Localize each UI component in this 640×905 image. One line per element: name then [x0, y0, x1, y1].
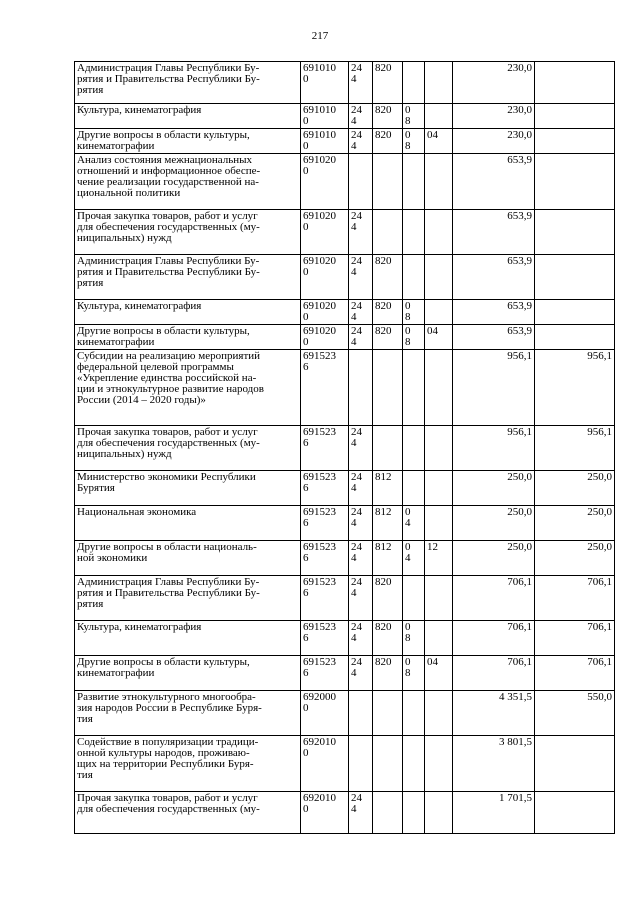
row-sum1-text: 230,0 [507, 62, 532, 74]
row-rz-cell [403, 325, 425, 350]
row-sum2-text: 550,0 [587, 691, 612, 703]
row-name-text: Министерство экономики Республики Бурятия [77, 471, 256, 494]
row-grbs-text: 820 [375, 621, 392, 633]
row-pr-cell [425, 350, 453, 426]
row-name-cell [75, 541, 301, 576]
row-sum1-cell [453, 506, 535, 541]
row-sum1-cell [453, 325, 535, 350]
row-grbs-cell [373, 621, 403, 656]
row-rz-text: 0 4 [405, 506, 411, 529]
row-code-text: 692000 0 [303, 691, 336, 714]
row-name-text: Национальная экономика [77, 506, 197, 518]
row-code-cell [301, 154, 349, 210]
row-rz-cell [403, 154, 425, 210]
row-pr-cell [425, 255, 453, 300]
row-grbs-cell [373, 300, 403, 325]
row-rz-text: 0 8 [405, 621, 411, 644]
row-sum1-text: 1 701,5 [499, 792, 532, 804]
row-code-text: 691523 6 [303, 541, 336, 564]
row-sum1-cell [453, 104, 535, 129]
row-grbs-cell [373, 129, 403, 154]
row-grbs-text: 820 [375, 62, 392, 74]
table-row [75, 255, 615, 300]
table-row [75, 576, 615, 621]
row-sum2-cell [535, 541, 615, 576]
row-name-text: Другие вопросы в области культуры, кинематографии [77, 656, 250, 679]
row-code-text: 691010 0 [303, 62, 336, 85]
row-sum1-cell [453, 129, 535, 154]
table-row [75, 300, 615, 325]
row-name-text: Культура, кинематография [77, 300, 202, 312]
row-rz-cell [403, 506, 425, 541]
table-row [75, 154, 615, 210]
row-code-text: 691523 6 [303, 471, 336, 494]
row-code-text: 691523 6 [303, 576, 336, 599]
table-row [75, 736, 615, 792]
table-row [75, 656, 615, 691]
row-sum1-cell [453, 736, 535, 792]
row-sum2-cell [535, 62, 615, 104]
row-pr-cell [425, 736, 453, 792]
row-code-cell [301, 576, 349, 621]
row-rz-cell [403, 62, 425, 104]
row-code-cell [301, 426, 349, 471]
table-row [75, 325, 615, 350]
row-name-cell [75, 154, 301, 210]
row-code-cell [301, 300, 349, 325]
row-grbs-cell [373, 691, 403, 736]
row-name-cell [75, 255, 301, 300]
row-rz-cell [403, 691, 425, 736]
row-sum1-text: 706,1 [507, 656, 532, 668]
row-vr-text: 24 4 [351, 506, 362, 529]
row-code-cell [301, 506, 349, 541]
row-rz-text: 0 4 [405, 541, 411, 564]
row-pr-text: 04 [427, 325, 438, 337]
row-sum2-cell [535, 656, 615, 691]
row-name-cell [75, 621, 301, 656]
row-rz-text: 0 8 [405, 104, 411, 127]
row-pr-cell [425, 300, 453, 325]
row-pr-cell [425, 154, 453, 210]
row-rz-cell [403, 350, 425, 426]
row-name-text: Прочая закупка товаров, работ и услуг для обеспечения государственных (му- ниципальных) нужд [77, 426, 260, 460]
table-row [75, 792, 615, 834]
row-vr-cell [349, 255, 373, 300]
row-sum1-cell [453, 426, 535, 471]
row-code-text: 691523 6 [303, 350, 336, 373]
row-name-text: Культура, кинематография [77, 104, 202, 116]
row-pr-text: 12 [427, 541, 438, 553]
row-pr-text: 04 [427, 129, 438, 141]
row-grbs-cell [373, 255, 403, 300]
row-name-text: Администрация Главы Республики Бу- рятия и Правительства Республики Бу- рятия [77, 62, 260, 96]
row-sum2-cell [535, 350, 615, 426]
row-vr-cell [349, 506, 373, 541]
row-sum1-cell [453, 576, 535, 621]
row-vr-cell [349, 621, 373, 656]
row-sum1-text: 250,0 [507, 541, 532, 553]
row-name-text: Субсидии на реализацию мероприятий федеральной целевой программы «Укрепление единства российской на- ции и этнокультурное развитие народов России (2014 – 2020 годы)» [77, 350, 264, 406]
table-row [75, 506, 615, 541]
row-pr-cell [425, 541, 453, 576]
row-name-cell [75, 210, 301, 255]
table-row [75, 691, 615, 736]
row-rz-text: 0 8 [405, 656, 411, 679]
row-name-text: Другие вопросы в области националь- ной экономики [77, 541, 257, 564]
row-code-text: 691523 6 [303, 506, 336, 529]
row-code-cell [301, 736, 349, 792]
table-row [75, 350, 615, 426]
row-pr-cell [425, 62, 453, 104]
row-sum1-cell [453, 621, 535, 656]
row-pr-cell [425, 621, 453, 656]
table-row [75, 210, 615, 255]
row-vr-cell [349, 576, 373, 621]
row-name-text: Прочая закупка товаров, работ и услуг для обеспечения государственных (му- ниципальных) нужд [77, 210, 260, 244]
page-number: 217 [311, 30, 329, 42]
row-grbs-text: 820 [375, 129, 392, 141]
row-sum1-cell [453, 350, 535, 426]
row-name-text: Прочая закупка товаров, работ и услуг для обеспечения государственных (му- [77, 792, 260, 815]
row-name-cell [75, 576, 301, 621]
row-grbs-text: 820 [375, 325, 392, 337]
row-sum2-text: 250,0 [587, 506, 612, 518]
row-sum2-cell [535, 736, 615, 792]
table-row [75, 104, 615, 129]
row-grbs-text: 820 [375, 300, 392, 312]
row-sum2-cell [535, 129, 615, 154]
row-pr-cell [425, 656, 453, 691]
row-sum2-cell [535, 255, 615, 300]
row-vr-text: 24 4 [351, 576, 362, 599]
row-code-cell [301, 792, 349, 834]
row-rz-cell [403, 426, 425, 471]
row-vr-cell [349, 792, 373, 834]
row-vr-text: 24 4 [351, 300, 362, 323]
row-vr-text: 24 4 [351, 255, 362, 278]
row-vr-cell [349, 471, 373, 506]
row-code-text: 691523 6 [303, 426, 336, 449]
row-sum1-text: 653,9 [507, 210, 532, 222]
row-sum1-cell [453, 255, 535, 300]
row-sum1-text: 956,1 [507, 426, 532, 438]
row-vr-text: 24 4 [351, 210, 362, 233]
row-vr-text: 24 4 [351, 426, 362, 449]
row-vr-text: 24 4 [351, 471, 362, 494]
row-vr-cell [349, 426, 373, 471]
row-rz-cell [403, 792, 425, 834]
row-pr-cell [425, 506, 453, 541]
row-sum1-cell [453, 691, 535, 736]
row-pr-cell [425, 426, 453, 471]
row-code-cell [301, 621, 349, 656]
row-sum1-text: 250,0 [507, 506, 532, 518]
row-sum1-text: 653,9 [507, 300, 532, 312]
row-code-cell [301, 541, 349, 576]
row-pr-cell [425, 129, 453, 154]
row-code-cell [301, 325, 349, 350]
row-name-cell [75, 325, 301, 350]
row-grbs-cell [373, 576, 403, 621]
row-grbs-cell [373, 656, 403, 691]
row-vr-text: 24 4 [351, 325, 362, 348]
row-name-text: Культура, кинематография [77, 621, 202, 633]
row-pr-cell [425, 471, 453, 506]
row-name-cell [75, 471, 301, 506]
table-row [75, 471, 615, 506]
row-grbs-cell [373, 736, 403, 792]
row-sum1-text: 4 351,5 [499, 691, 532, 703]
row-sum2-text: 956,1 [587, 426, 612, 438]
row-name-cell [75, 691, 301, 736]
row-vr-cell [349, 691, 373, 736]
row-grbs-cell [373, 154, 403, 210]
row-vr-cell [349, 300, 373, 325]
row-name-cell [75, 104, 301, 129]
row-sum2-cell [535, 104, 615, 129]
row-name-text: Другие вопросы в области культуры, кинематографии [77, 325, 250, 348]
row-sum1-text: 3 801,5 [499, 736, 532, 748]
row-rz-cell [403, 541, 425, 576]
row-sum2-cell [535, 426, 615, 471]
row-name-cell [75, 736, 301, 792]
row-sum1-text: 230,0 [507, 104, 532, 116]
row-code-cell [301, 691, 349, 736]
row-vr-cell [349, 154, 373, 210]
row-code-text: 692010 0 [303, 792, 336, 815]
row-vr-text: 24 4 [351, 541, 362, 564]
row-pr-cell [425, 576, 453, 621]
row-code-cell [301, 129, 349, 154]
row-name-text: Содействие в популяризации традици- онной культуры народов, проживаю- щих на территории Республики Буря- тия [77, 736, 259, 781]
row-code-text: 691020 0 [303, 325, 336, 348]
row-sum1-text: 653,9 [507, 255, 532, 267]
row-name-text: Анализ состояния межнациональных отношений и информационное обеспе- чение реализации государственной на- циональной политики [77, 154, 261, 199]
row-sum2-cell [535, 300, 615, 325]
row-sum1-text: 706,1 [507, 576, 532, 588]
row-grbs-cell [373, 471, 403, 506]
table-row [75, 426, 615, 471]
row-sum1-text: 653,9 [507, 325, 532, 337]
row-sum1-text: 956,1 [507, 350, 532, 362]
row-code-cell [301, 62, 349, 104]
row-vr-cell [349, 736, 373, 792]
row-grbs-cell [373, 104, 403, 129]
row-sum2-text: 250,0 [587, 471, 612, 483]
row-pr-cell [425, 210, 453, 255]
row-sum1-cell [453, 154, 535, 210]
row-code-cell [301, 104, 349, 129]
row-sum1-text: 653,9 [507, 154, 532, 166]
row-code-cell [301, 350, 349, 426]
row-vr-cell [349, 210, 373, 255]
row-code-text: 691020 0 [303, 154, 336, 177]
row-vr-cell [349, 62, 373, 104]
row-sum1-cell [453, 656, 535, 691]
row-sum2-cell [535, 210, 615, 255]
table-row [75, 541, 615, 576]
row-grbs-cell [373, 350, 403, 426]
row-vr-cell [349, 104, 373, 129]
row-vr-text: 24 4 [351, 656, 362, 679]
row-name-cell [75, 62, 301, 104]
row-pr-cell [425, 792, 453, 834]
row-pr-cell [425, 325, 453, 350]
row-vr-cell [349, 541, 373, 576]
row-sum2-text: 956,1 [587, 350, 612, 362]
row-sum2-cell [535, 471, 615, 506]
row-pr-text: 04 [427, 656, 438, 668]
row-name-cell [75, 656, 301, 691]
row-rz-cell [403, 576, 425, 621]
row-rz-cell [403, 656, 425, 691]
row-sum2-cell [535, 506, 615, 541]
row-name-text: Развитие этнокультурного многообра- зия народов России в Республике Буря- тия [77, 691, 262, 725]
row-grbs-cell [373, 325, 403, 350]
row-grbs-cell [373, 210, 403, 255]
row-vr-cell [349, 350, 373, 426]
row-vr-cell [349, 325, 373, 350]
row-grbs-cell [373, 426, 403, 471]
budget-table [74, 61, 615, 834]
row-grbs-text: 812 [375, 541, 392, 553]
row-sum1-cell [453, 471, 535, 506]
row-vr-text: 24 4 [351, 621, 362, 644]
row-name-cell [75, 506, 301, 541]
row-vr-text: 24 4 [351, 129, 362, 152]
table-row [75, 62, 615, 104]
row-name-cell [75, 300, 301, 325]
row-rz-cell [403, 736, 425, 792]
table-row [75, 129, 615, 154]
row-vr-text: 24 4 [351, 62, 362, 85]
row-grbs-text: 812 [375, 506, 392, 518]
row-rz-cell [403, 129, 425, 154]
row-code-text: 691010 0 [303, 129, 336, 152]
row-sum1-cell [453, 541, 535, 576]
row-name-text: Администрация Главы Республики Бу- рятия и Правительства Республики Бу- рятия [77, 576, 260, 610]
row-code-text: 692010 0 [303, 736, 336, 759]
row-name-cell [75, 129, 301, 154]
row-sum1-text: 230,0 [507, 129, 532, 141]
row-rz-cell [403, 104, 425, 129]
row-name-text: Другие вопросы в области культуры, кинематографии [77, 129, 250, 152]
row-sum2-cell [535, 792, 615, 834]
row-rz-text: 0 8 [405, 325, 411, 348]
row-name-cell [75, 792, 301, 834]
row-sum2-cell [535, 576, 615, 621]
row-code-text: 691523 6 [303, 621, 336, 644]
row-sum2-text: 706,1 [587, 656, 612, 668]
row-grbs-text: 820 [375, 255, 392, 267]
row-grbs-cell [373, 541, 403, 576]
row-sum2-cell [535, 154, 615, 210]
row-rz-cell [403, 621, 425, 656]
row-rz-cell [403, 255, 425, 300]
row-grbs-cell [373, 506, 403, 541]
row-grbs-text: 812 [375, 471, 392, 483]
row-rz-cell [403, 471, 425, 506]
row-sum2-cell [535, 325, 615, 350]
row-code-text: 691020 0 [303, 300, 336, 323]
row-code-cell [301, 656, 349, 691]
row-code-text: 691020 0 [303, 210, 336, 233]
row-sum1-text: 250,0 [507, 471, 532, 483]
row-code-text: 691010 0 [303, 104, 336, 127]
row-sum1-cell [453, 300, 535, 325]
row-sum1-cell [453, 62, 535, 104]
row-code-cell [301, 255, 349, 300]
table-row [75, 621, 615, 656]
row-sum1-cell [453, 210, 535, 255]
row-vr-cell [349, 656, 373, 691]
row-code-text: 691523 6 [303, 656, 336, 679]
row-grbs-text: 820 [375, 104, 392, 116]
row-pr-cell [425, 104, 453, 129]
row-code-text: 691020 0 [303, 255, 336, 278]
row-code-cell [301, 471, 349, 506]
row-rz-cell [403, 300, 425, 325]
row-name-cell [75, 426, 301, 471]
row-name-text: Администрация Главы Республики Бу- рятия и Правительства Республики Бу- рятия [77, 255, 260, 289]
row-rz-text: 0 8 [405, 129, 411, 152]
row-vr-text: 24 4 [351, 104, 362, 127]
row-sum2-cell [535, 691, 615, 736]
row-grbs-text: 820 [375, 656, 392, 668]
row-sum2-text: 706,1 [587, 576, 612, 588]
row-name-cell [75, 350, 301, 426]
row-vr-cell [349, 129, 373, 154]
row-sum1-text: 706,1 [507, 621, 532, 633]
row-sum1-cell [453, 792, 535, 834]
row-rz-cell [403, 210, 425, 255]
row-sum2-text: 706,1 [587, 621, 612, 633]
row-grbs-cell [373, 62, 403, 104]
row-code-cell [301, 210, 349, 255]
row-rz-text: 0 8 [405, 300, 411, 323]
row-vr-text: 24 4 [351, 792, 362, 815]
row-grbs-cell [373, 792, 403, 834]
row-grbs-text: 820 [375, 576, 392, 588]
row-sum2-text: 250,0 [587, 541, 612, 553]
row-pr-cell [425, 691, 453, 736]
row-sum2-cell [535, 621, 615, 656]
